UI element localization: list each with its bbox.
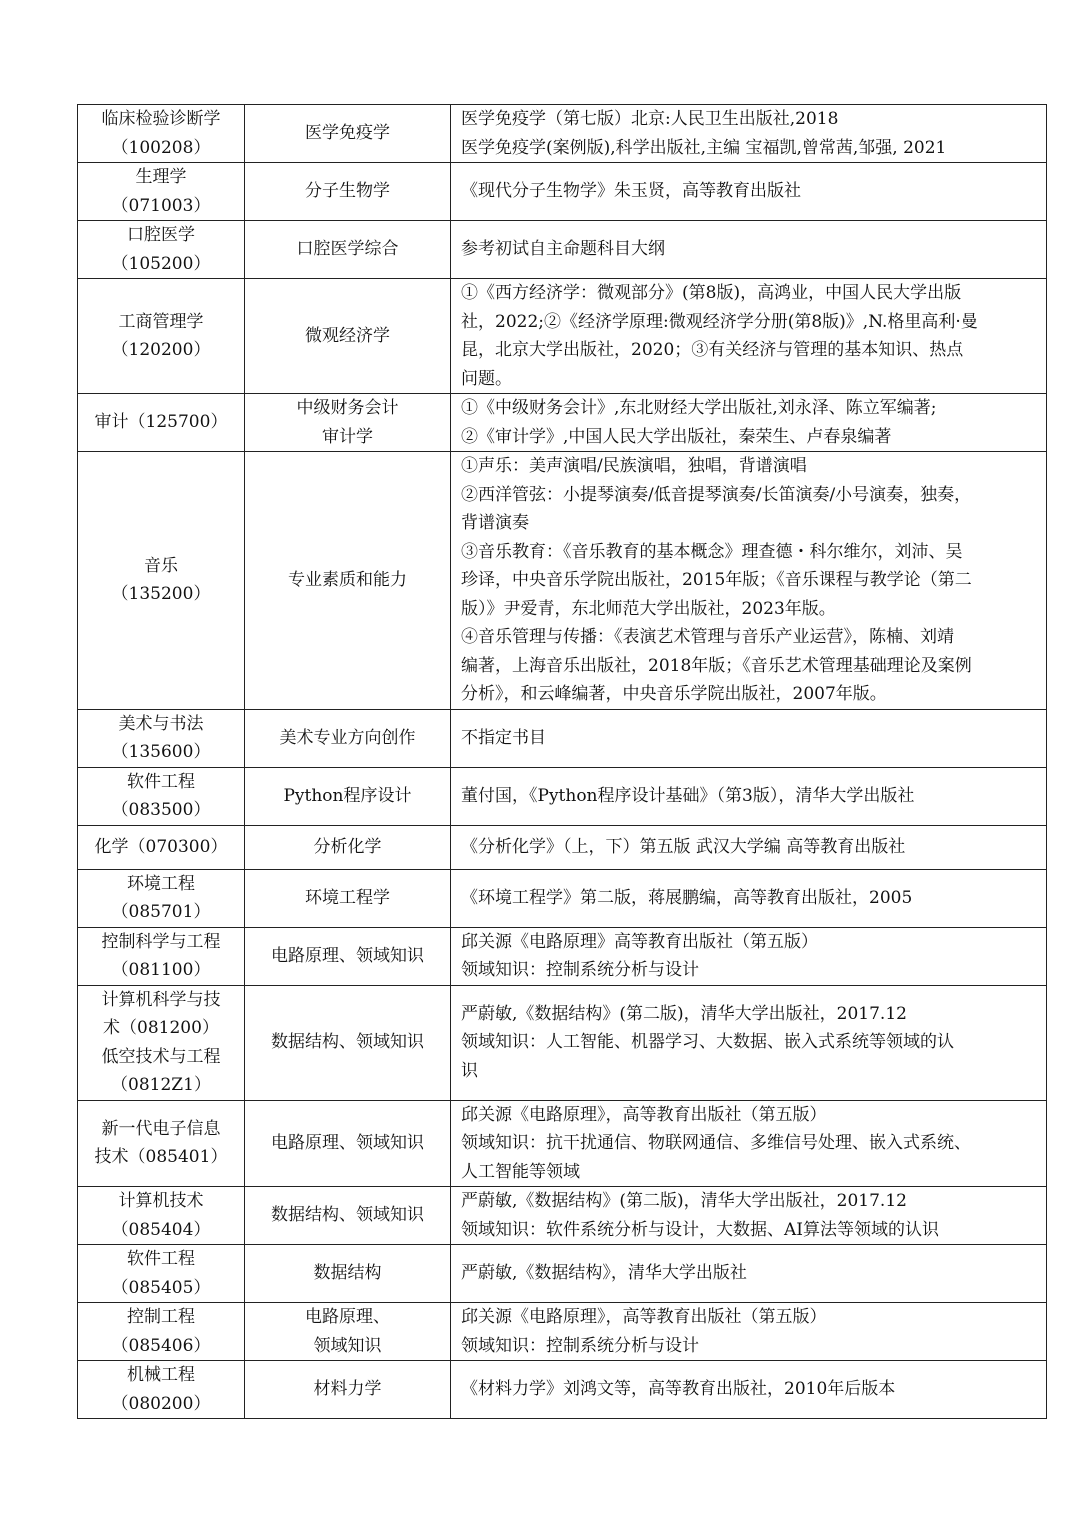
major-cell xyxy=(78,1303,245,1361)
major-code: （085406） xyxy=(111,1335,211,1356)
subject-text: 电路原理、领域知识 xyxy=(271,1133,424,1153)
major-text: 口腔医学 xyxy=(127,225,195,245)
major-cell xyxy=(78,825,245,869)
reference-cell xyxy=(451,163,1047,221)
major-cell xyxy=(78,1187,245,1245)
major-cell xyxy=(78,394,245,452)
major-text: 环境工程 xyxy=(127,873,195,894)
major-code: 术（081200） xyxy=(103,1018,219,1038)
reference-cell xyxy=(451,1361,1047,1419)
subject-cell xyxy=(245,767,451,825)
subject-text: 美术专业方向创作 xyxy=(279,727,416,748)
reference-line: 董付国，《Python程序设计基础》（第3版），清华大学出版社 xyxy=(461,785,915,806)
reference-line: 分析》，和云峰编著，中央音乐学院出版社，2007年版。 xyxy=(461,684,887,704)
table-row xyxy=(78,767,1047,825)
table-row xyxy=(78,709,1047,767)
table-row xyxy=(78,452,1047,710)
reference-line: 识 xyxy=(461,1060,478,1081)
major-cell xyxy=(78,105,245,163)
reference-line: 医学免疫学(案例版),科学出版社,主编 宝福凯,曾常茜,邹强, 2021 xyxy=(461,137,947,158)
subject-text: 领域知识 xyxy=(313,1335,382,1356)
reference-cell xyxy=(451,1187,1047,1245)
reference-line: ①《西方经济学：微观部分》(第8版)，高鸿业，中国人民大学出版 xyxy=(461,283,962,303)
reference-cell xyxy=(451,452,1047,710)
subject-cell xyxy=(245,825,451,869)
reference-line: 编著，上海音乐出版社，2018年版；《音乐艺术管理基础理论及案例 xyxy=(461,655,972,676)
reference-line: 昆，北京大学出版社，2020；③有关经济与管理的基本知识、热点 xyxy=(461,340,964,360)
reference-cell xyxy=(451,1245,1047,1303)
table-row xyxy=(78,1361,1047,1419)
major-code: （081100） xyxy=(111,960,211,980)
subject-cell xyxy=(245,1303,451,1361)
subject-text: 微观经济学 xyxy=(305,325,390,346)
major-code: （100208） xyxy=(111,137,211,158)
reference-line: 《现代分子生物学》朱玉贤，高等教育出版社 xyxy=(461,181,801,202)
major-cell xyxy=(78,869,245,927)
reference-line: ④音乐管理与传播：《表演艺术管理与音乐产业运营》，陈楠、刘靖 xyxy=(461,627,954,647)
subject-cell xyxy=(245,279,451,394)
table-row xyxy=(78,927,1047,985)
subject-text: 审计学 xyxy=(322,426,373,447)
reference-line: ③音乐教育：《音乐教育的基本概念》理查德・科尔维尔，刘沛、吴 xyxy=(461,541,963,562)
reference-line: ①《中级财务会计》,东北财经大学出版社,刘永泽、陈立军编著; xyxy=(461,398,937,418)
major-text: 工商管理学 xyxy=(118,311,204,332)
subject-text: 电路原理、 xyxy=(305,1307,390,1327)
table-row xyxy=(78,1245,1047,1303)
table-row xyxy=(78,869,1047,927)
major-cell xyxy=(78,1100,245,1187)
reference-line: 社，2022;②《经济学原理:微观经济学分册(第8版)》,N.格里高利·曼 xyxy=(461,311,978,332)
subject-text: 分子生物学 xyxy=(305,181,390,202)
reference-cell xyxy=(451,279,1047,394)
major-code: （085701） xyxy=(111,902,211,922)
reference-cell xyxy=(451,394,1047,452)
reference-line: 问题。 xyxy=(461,368,512,389)
reference-line: 《分析化学》（上，下）第五版 武汉大学编 高等教育出版社 xyxy=(461,836,906,857)
reference-line: 领域知识：软件系统分析与设计，大数据、AI算法等领域的认识 xyxy=(461,1219,939,1240)
reference-line: 领域知识：控制系统分析与设计 xyxy=(461,1335,699,1356)
reference-line: 背谱演奏 xyxy=(461,513,529,533)
table-row xyxy=(78,163,1047,221)
reference-line: 人工智能等领域 xyxy=(461,1161,580,1182)
major-code: （083500） xyxy=(111,800,211,820)
major-text: 控制工程 xyxy=(127,1307,195,1327)
table-row xyxy=(78,1187,1047,1245)
reference-table xyxy=(77,104,1047,1419)
reference-line: 版）》尹爱青，东北师范大学出版社，2023年版。 xyxy=(461,598,836,619)
subject-text: 医学免疫学 xyxy=(305,123,390,144)
table-row xyxy=(78,105,1047,163)
major-cell xyxy=(78,767,245,825)
reference-cell xyxy=(451,1303,1047,1361)
reference-line: ②《审计学》,中国人民大学出版社，秦荣生、卢春泉编著 xyxy=(461,426,892,447)
major-code: （135600） xyxy=(111,742,211,762)
reference-line: ①声乐：美声演唱/民族演唱，独唱，背谱演唱 xyxy=(461,456,807,476)
subject-cell xyxy=(245,709,451,767)
major-cell xyxy=(78,709,245,767)
reference-cell xyxy=(451,709,1047,767)
major-code: （085405） xyxy=(111,1277,211,1298)
subject-cell xyxy=(245,927,451,985)
major-cell xyxy=(78,163,245,221)
major-code: （120200） xyxy=(111,340,211,360)
table-row xyxy=(78,1100,1047,1187)
subject-cell xyxy=(245,221,451,279)
major-text: 音乐 xyxy=(144,555,178,576)
subject-cell xyxy=(245,869,451,927)
subject-cell xyxy=(245,1187,451,1245)
subject-cell xyxy=(245,163,451,221)
major-text: 美术与书法 xyxy=(118,713,204,734)
subject-text: 电路原理、领域知识 xyxy=(271,945,424,966)
major-cell xyxy=(78,452,245,710)
reference-cell xyxy=(451,985,1047,1100)
subject-text: 环境工程学 xyxy=(305,887,390,908)
major-code: （080200） xyxy=(111,1393,211,1414)
subject-text: 数据结构、领域知识 xyxy=(271,1032,424,1053)
major-code: （071003） xyxy=(111,195,211,216)
major-text: 生理学 xyxy=(135,167,187,187)
reference-line: 严蔚敏,《数据结构》(第二版)，清华大学出版社，2017.12 xyxy=(461,1191,907,1211)
subject-cell xyxy=(245,985,451,1100)
subject-text: 数据结构 xyxy=(313,1263,382,1284)
subject-text: 专业素质和能力 xyxy=(288,570,407,590)
major-text: 控制科学与工程 xyxy=(101,931,221,952)
major-code: （135200） xyxy=(111,584,211,605)
reference-line: 严蔚敏,《数据结构》(第二版)，清华大学出版社，2017.12 xyxy=(461,1003,907,1024)
table-row xyxy=(78,221,1047,279)
major-cell xyxy=(78,985,245,1100)
reference-line: ②西洋管弦：小提琴演奏/低音提琴演奏/长笛演奏/小号演奏，独奏， xyxy=(461,484,972,505)
major-text: 新一代电子信息 xyxy=(101,1118,221,1139)
reference-cell xyxy=(451,221,1047,279)
reference-line: 邱关源《电路原理》，高等教育出版社（第五版） xyxy=(461,1104,827,1125)
reference-line: 邱关源《电路原理》，高等教育出版社（第五版） xyxy=(461,1307,827,1327)
major-text: 临床检验诊断学 xyxy=(101,109,221,129)
subject-cell xyxy=(245,452,451,710)
reference-cell xyxy=(451,927,1047,985)
reference-line: 不指定书目 xyxy=(461,727,546,748)
reference-line: 领域知识：抗干扰通信、物联网通信、多维信号处理、嵌入式系统、 xyxy=(461,1133,971,1153)
major-code: 技术（085401） xyxy=(94,1147,228,1168)
major-text: 软件工程 xyxy=(127,771,195,792)
reference-line: 领域知识：控制系统分析与设计 xyxy=(461,960,699,980)
reference-line: 邱关源《电路原理》高等教育出版社（第五版） xyxy=(461,931,818,952)
subject-text: 分析化学 xyxy=(313,836,382,857)
table-row xyxy=(78,985,1047,1100)
major-text: 化学（070300） xyxy=(94,836,228,857)
table-row xyxy=(78,394,1047,452)
major-cell xyxy=(78,221,245,279)
major-text: 低空技术与工程 xyxy=(101,1046,221,1067)
subject-cell xyxy=(245,1245,451,1303)
reference-line: 《材料力学》刘鸿文等，高等教育出版社，2010年后版本 xyxy=(461,1379,896,1400)
subject-text: 中级财务会计 xyxy=(296,398,399,418)
reference-cell xyxy=(451,105,1047,163)
subject-cell xyxy=(245,394,451,452)
subject-text: Python程序设计 xyxy=(283,785,412,806)
subject-cell xyxy=(245,105,451,163)
major-cell xyxy=(78,1361,245,1419)
major-cell xyxy=(78,279,245,394)
subject-cell xyxy=(245,1100,451,1187)
major-cell xyxy=(78,927,245,985)
subject-text: 数据结构、领域知识 xyxy=(271,1205,424,1226)
reference-line: 严蔚敏,《数据结构》，清华大学出版社 xyxy=(461,1263,747,1284)
major-cell xyxy=(78,1245,245,1303)
reference-line: 珍译，中央音乐学院出版社，2015年版；《音乐课程与教学论（第二 xyxy=(461,570,972,590)
major-text: 计算机科学与技 xyxy=(101,989,221,1010)
subject-cell xyxy=(245,1361,451,1419)
reference-line: 医学免疫学（第七版）北京:人民卫生出版社,2018 xyxy=(461,109,839,129)
table-row xyxy=(78,279,1047,394)
major-text: 计算机技术 xyxy=(118,1191,204,1211)
reference-cell xyxy=(451,1100,1047,1187)
reference-line: 《环境工程学》第二版，蒋展鹏编，高等教育出版社，2005 xyxy=(461,887,913,908)
major-text: 机械工程 xyxy=(127,1365,195,1385)
reference-cell xyxy=(451,825,1047,869)
major-text: 软件工程 xyxy=(127,1249,195,1269)
major-code: （0812Z1） xyxy=(111,1075,211,1095)
table-row xyxy=(78,825,1047,869)
reference-cell xyxy=(451,869,1047,927)
major-code: （105200） xyxy=(111,253,211,274)
major-text: 审计（125700） xyxy=(94,412,228,433)
reference-line: 领域知识：人工智能、机器学习、大数据、嵌入式系统等领域的认 xyxy=(461,1032,954,1053)
reference-line: 参考初试自主命题科目大纲 xyxy=(461,239,665,260)
reference-cell xyxy=(451,767,1047,825)
major-code: （085404） xyxy=(111,1219,211,1240)
subject-text: 材料力学 xyxy=(313,1379,382,1400)
subject-text: 口腔医学综合 xyxy=(296,239,399,260)
table-row xyxy=(78,1303,1047,1361)
